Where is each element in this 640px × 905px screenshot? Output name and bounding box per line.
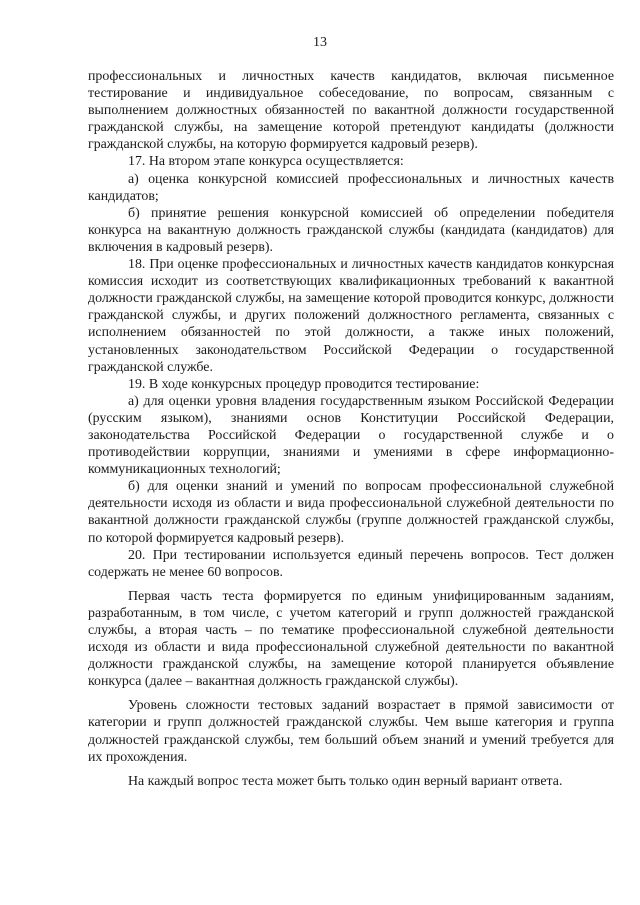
paragraph-17: 17. На втором этапе конкурса осуществляется: bbox=[128, 154, 404, 170]
paragraph-20-difficulty: Уровень сложности тестовых заданий возрастает в прямой зависимости от категории и групп должностей гражданской службы. Чем выше категория и группа должностей гражданской службы, тем больший объем знаний и умений требуется для их прохождения. bbox=[88, 698, 614, 765]
paragraph-17-a: а) оценка конкурсной комиссией профессиональных и личностных качеств кандидатов; bbox=[88, 171, 614, 204]
paragraph-continuation: профессиональных и личностных качеств кандидатов, включая письменное тестирование и индивидуальное собеседование, по вопросам, связанным с выполнением должностных обязанностей по вакантной должности государственной гражданской службы, на замещение которой претендуют кандидаты (должности гражданской службы, на которую формируется кадровый резерв). bbox=[88, 69, 614, 153]
document-body bbox=[88, 68, 614, 790]
page-number: 13 bbox=[313, 35, 327, 50]
paragraph-19: 19. В ходе конкурсных процедур проводится тестирование: bbox=[128, 376, 480, 392]
paragraph-19-b: б) для оценки знаний и умений по вопросам профессиональной служебной деятельности исходя из области и вида профессиональной служебной деятельности по вакантной должности гражданской службы (группе должностей гражданской службы, по которой формируется кадровый резерв). bbox=[88, 479, 614, 546]
paragraph-20-single-answer: На каждый вопрос теста может быть только один верный вариант ответа. bbox=[128, 773, 563, 789]
paragraph-17-b: б) принятие решения конкурсной комиссией об определении победителя конкурса на вакантную должность гражданской службы (кандидата (кандидатов) для включения в кадровый резерв). bbox=[88, 205, 614, 255]
paragraph-20: 20. При тестировании используется единый перечень вопросов. Тест должен содержать не менее 60 вопросов. bbox=[88, 547, 614, 580]
paragraph-19-a: а) для оценки уровня владения государственным языком Российской Федерации (русским языком), знаниями основ Конституции Российской Федерации, законодательства Российской Федерации о государственной службе и о противодействии коррупции, знаниями и умениями в сфере информационно-коммуникационных технологий; bbox=[88, 393, 614, 478]
paragraph-18: 18. При оценке профессиональных и личностных качеств кандидатов конкурсная комиссия исходит из соответствующих квалификационных требований к вакантной должности гражданской службы, на замещение которой проводится конкурс, должности гражданской службы, и других положений должностного регламента, связанных с исполнением обязанностей по этой должности, а также иных положений, установленных законодательством Российской Федерации о государственной гражданской службе. bbox=[88, 257, 614, 375]
paragraph-20-test-parts: Первая часть теста формируется по единым унифицированным заданиям, разработанным, в том числе, с учетом категорий и групп должностей гражданской службы, а вторая часть – по тематике профессиональной служебной деятельности исходя из области и вида профессиональной служебной деятельности по вакантной должности гражданской службы, на замещение которой планируется объявление конкурса (далее – вакантная должность гражданской службы). bbox=[88, 588, 614, 690]
